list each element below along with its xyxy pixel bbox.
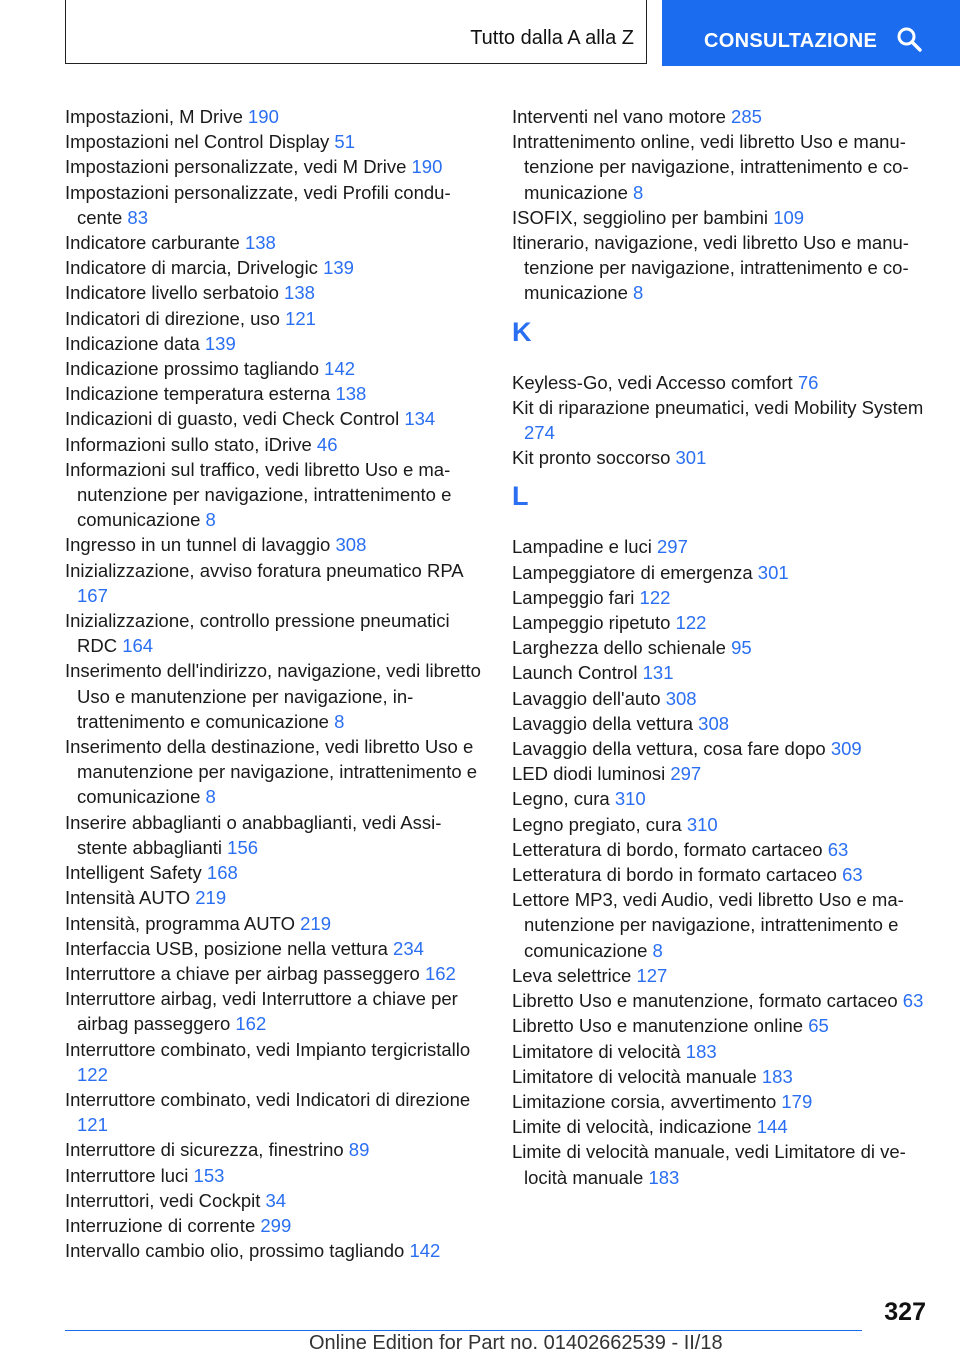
page-link[interactable]: 164 — [122, 635, 154, 657]
page-link[interactable]: 65 — [808, 1015, 829, 1037]
page-link[interactable]: 121 — [77, 1114, 108, 1136]
page-link[interactable]: 183 — [685, 1040, 717, 1062]
index-entry — [65, 104, 483, 129]
index-entry — [65, 936, 483, 961]
tab-label: CONSULTAZIONE — [704, 30, 878, 52]
entry-text: Lampeggio ripetuto — [512, 612, 671, 634]
index-entry — [512, 686, 932, 711]
entry-text: Lavaggio dell'auto — [512, 687, 661, 709]
page-link[interactable]: 183 — [648, 1166, 680, 1188]
index-entry — [65, 961, 483, 986]
index-entry — [65, 911, 483, 936]
page-link[interactable]: 190 — [248, 106, 279, 127]
page-link[interactable]: 309 — [830, 738, 862, 760]
page-link[interactable]: 109 — [773, 206, 805, 228]
page-link[interactable]: 8 — [633, 181, 644, 203]
index-entry — [512, 736, 932, 761]
entry-text: Leva selettrice — [512, 964, 632, 986]
page-link[interactable]: 46 — [316, 433, 338, 455]
index-entry — [512, 963, 932, 988]
index-entry — [65, 280, 483, 305]
entry-text: Limite di velocità manuale, vedi Limitatore di velocità manuale — [512, 1141, 906, 1188]
index-entry — [65, 558, 483, 608]
page-link[interactable]: 134 — [404, 408, 436, 430]
page-link[interactable]: 156 — [227, 836, 259, 858]
entry-text: Letteratura di bordo, formato cartaceo — [512, 838, 823, 860]
page-link[interactable]: 139 — [204, 332, 236, 354]
index-entry — [65, 381, 483, 406]
index-entry — [512, 1114, 932, 1139]
page-link[interactable]: 142 — [409, 1240, 441, 1262]
index-entry — [65, 532, 483, 557]
index-letter-heading: L — [512, 481, 529, 512]
page-link[interactable]: 167 — [77, 584, 108, 606]
page-link[interactable]: 138 — [284, 282, 315, 304]
entry-text: Impostazioni personalizzate, vedi Profili conducente — [65, 181, 451, 228]
index-entry — [65, 658, 483, 734]
entry-text: Lampadine e luci — [512, 536, 652, 558]
entry-text: Larghezza dello schienale — [512, 637, 726, 659]
page-link[interactable]: 297 — [657, 536, 688, 558]
page-link[interactable]: 301 — [675, 447, 707, 469]
page-link[interactable]: 8 — [652, 939, 663, 961]
page-link[interactable]: 138 — [335, 383, 367, 405]
entry-text: Interruttori, vedi Cockpit — [65, 1189, 261, 1211]
entry-text: Inizializzazione, controllo pressione pneumatici RDC — [65, 610, 450, 657]
page-link[interactable]: 122 — [639, 586, 671, 608]
page-link[interactable]: 122 — [675, 612, 707, 634]
page-link[interactable]: 63 — [842, 864, 863, 886]
page-link[interactable]: 179 — [781, 1090, 813, 1112]
entry-text: Inserimento della destinazione, vedi libretto Uso e manutenzione per navigazione, intrattenimento e comunicazione — [65, 736, 478, 808]
page-link[interactable]: 8 — [334, 710, 345, 732]
entry-text: Legno, cura — [512, 788, 610, 810]
entry-text: Intervallo cambio olio, prossimo tagliando — [65, 1240, 405, 1262]
index-entry — [65, 331, 483, 356]
index-entry — [512, 837, 932, 862]
consultazione-tab[interactable] — [662, 0, 960, 66]
entry-text: Impostazioni, M Drive — [65, 106, 243, 127]
page-link[interactable]: 308 — [665, 687, 697, 709]
entry-text: Impostazioni personalizzate, vedi M Drive — [65, 156, 407, 178]
index-entry — [65, 180, 483, 230]
index-entry — [512, 370, 932, 395]
page-link[interactable]: 89 — [348, 1139, 370, 1161]
entry-text: Interruttore airbag, vedi Interruttore a chiave per airbag passeggero — [65, 988, 458, 1035]
index-entry — [512, 395, 932, 445]
entry-text: Intelligent Safety — [65, 862, 202, 884]
index-entry — [512, 761, 932, 786]
footer-edition: Online Edition for Part no. 01402662539 - II/18 — [309, 1332, 723, 1354]
entry-text: Interruttore luci — [65, 1164, 189, 1186]
page-link[interactable]: 51 — [334, 131, 355, 153]
entry-text: Libretto Uso e manutenzione online — [512, 1015, 804, 1037]
index-entry — [65, 1087, 483, 1137]
index-letter-heading: K — [512, 316, 532, 347]
entry-text: Lavaggio della vettura — [512, 712, 694, 734]
entry-text: Limitatore di velocità — [512, 1040, 681, 1062]
index-entry — [65, 734, 483, 810]
index-entry — [512, 1064, 932, 1089]
page-link[interactable]: 144 — [756, 1116, 788, 1138]
entry-text: Keyless-Go, vedi Accesso comfort — [512, 371, 793, 393]
entry-text: Interventi nel vano motore — [512, 106, 726, 127]
entry-text: Indicatore carburante — [65, 232, 240, 254]
index-entry — [512, 1089, 932, 1114]
index-entry — [512, 1139, 932, 1189]
index-entry — [65, 1037, 483, 1087]
index-entry — [512, 988, 932, 1013]
entry-text: Legno pregiato, cura — [512, 813, 682, 835]
entry-text: Intensità, programma AUTO — [65, 912, 295, 934]
index-entry — [512, 1039, 932, 1064]
page-link[interactable]: 297 — [670, 763, 702, 785]
page-link[interactable]: 138 — [244, 232, 276, 254]
entry-text: Lampeggio fari — [512, 586, 635, 608]
page-link[interactable]: 121 — [285, 307, 316, 329]
index-entry — [512, 560, 932, 585]
page-link[interactable]: 95 — [731, 637, 752, 659]
page-link[interactable]: 8 — [205, 786, 216, 808]
entry-text: Kit di riparazione pneumatici, vedi Mobility System — [512, 396, 924, 418]
entry-text: Indicatori di direzione, uso — [65, 307, 280, 329]
entry-text: Indicazioni di guasto, vedi Check Control — [65, 408, 400, 430]
index-entry — [512, 445, 932, 470]
entry-text: Letteratura di bordo in formato cartaceo — [512, 864, 837, 886]
index-entry — [65, 432, 483, 457]
page-link[interactable]: 8 — [205, 509, 216, 531]
page-link[interactable]: 168 — [206, 862, 238, 884]
page-link[interactable]: 139 — [323, 257, 354, 279]
section-title: Tutto dalla A alla Z — [470, 27, 634, 49]
entry-text: Informazioni sul traffico, vedi libretto Uso e manutenzione per navigazione, intrattenimento e comunicazione — [65, 458, 452, 531]
entry-text: Informazioni sullo stato, iDrive — [65, 433, 312, 455]
entry-text: Interruttore a chiave per airbag passeggero — [65, 962, 420, 984]
index-column-right — [512, 104, 932, 1190]
page-link[interactable]: 142 — [324, 358, 356, 380]
index-entry — [512, 862, 932, 887]
index-entry — [65, 885, 483, 910]
index-entry — [65, 1213, 483, 1238]
index-entry — [65, 1188, 483, 1213]
index-entry — [65, 306, 483, 331]
page-link[interactable]: 162 — [235, 1013, 267, 1035]
index-entry — [512, 205, 932, 230]
entry-text: Indicazione temperatura esterna — [65, 383, 331, 405]
entry-text: Ingresso in un tunnel di lavaggio — [65, 534, 331, 556]
page-link[interactable]: 308 — [698, 712, 730, 734]
entry-text: Indicatore di marcia, Drivelogic — [65, 257, 318, 279]
page-link[interactable]: 83 — [127, 206, 148, 228]
index-entry — [512, 812, 932, 837]
index-entry — [65, 608, 483, 658]
entry-text: Indicazione data — [65, 332, 200, 354]
index-entry — [65, 230, 483, 255]
page-link[interactable]: 63 — [902, 990, 924, 1012]
index-entry — [512, 129, 932, 205]
page-link[interactable]: 76 — [797, 371, 819, 393]
page-link[interactable]: 153 — [193, 1164, 225, 1186]
index-entry — [512, 585, 932, 610]
page-header — [0, 0, 960, 66]
page-link[interactable]: 183 — [761, 1065, 793, 1087]
page-link[interactable]: 190 — [411, 156, 443, 178]
entry-text: ISOFIX, seggiolino per bambini — [512, 206, 769, 228]
page-link[interactable]: 122 — [77, 1063, 108, 1085]
index-entry — [512, 610, 932, 635]
page-link[interactable]: 310 — [614, 788, 646, 810]
entry-text: Launch Control — [512, 662, 638, 684]
page-link[interactable]: 285 — [731, 106, 762, 127]
index-entry — [512, 635, 932, 660]
index-entry — [65, 810, 483, 860]
index-entry — [512, 660, 932, 685]
index-entry — [65, 255, 483, 280]
index-entry — [65, 129, 483, 154]
index-entry — [65, 1137, 483, 1162]
index-column-left — [65, 104, 483, 1263]
entry-text: Libretto Uso e manutenzione, formato cartaceo — [512, 990, 898, 1012]
entry-text: Interruzione di corrente — [65, 1214, 256, 1236]
page-link[interactable]: 8 — [633, 282, 644, 304]
entry-text: Indicatore livello serbatoio — [65, 282, 279, 304]
entry-text: Limitatore di velocità manuale — [512, 1065, 757, 1087]
page-link[interactable]: 301 — [757, 561, 789, 583]
footer-divider — [65, 1330, 862, 1331]
entry-text: Impostazioni nel Control Display — [65, 131, 330, 153]
entry-text: Limitazione corsia, avvertimento — [512, 1090, 777, 1112]
section-box — [65, 0, 647, 64]
page-link[interactable]: 274 — [524, 422, 555, 444]
entry-text: Indicazione prossimo tagliando — [65, 358, 320, 380]
page-link[interactable]: 219 — [300, 912, 331, 934]
entry-text: Inizializzazione, avviso foratura pneumatico RPA — [65, 559, 463, 581]
index-entry — [65, 1238, 483, 1263]
entry-text: Interruttore di sicurezza, finestrino — [65, 1139, 344, 1161]
entry-text: Kit pronto soccorso — [512, 447, 671, 469]
entry-text: Interruttore combinato, vedi Impianto tergicristallo — [65, 1038, 471, 1060]
page-link[interactable]: 34 — [265, 1189, 287, 1211]
entry-text: Intrattenimento online, vedi libretto Uso e manutenzione per navigazione, intrattenimento e comunicazione — [512, 131, 909, 203]
entry-text: LED diodi luminosi — [512, 763, 666, 785]
index-entry — [65, 457, 483, 533]
index-entry — [512, 104, 932, 129]
index-entry — [65, 1163, 483, 1188]
page-link[interactable]: 219 — [195, 887, 227, 909]
page-number: 327 — [884, 1298, 926, 1326]
index-entry — [512, 711, 932, 736]
page-link[interactable]: 63 — [827, 838, 849, 860]
page-link[interactable]: 308 — [335, 534, 367, 556]
index-entry — [65, 154, 483, 179]
page-link[interactable]: 299 — [260, 1214, 292, 1236]
entry-text: Inserimento dell'indirizzo, navigazione, vedi libretto Uso e manutenzione per navigazione, intrattenimento e comunicazione — [65, 660, 481, 732]
index-entry — [512, 230, 932, 306]
index-entry — [512, 1013, 932, 1038]
entry-text: Intensità AUTO — [65, 887, 191, 909]
index-entry — [512, 887, 932, 963]
entry-text: Interfaccia USB, posizione nella vettura — [65, 937, 388, 959]
search-icon[interactable] — [896, 26, 922, 52]
index-entry — [65, 406, 483, 431]
entry-text: Lampeggiatore di emergenza — [512, 561, 753, 583]
index-entry — [65, 356, 483, 381]
page-link[interactable]: 162 — [424, 962, 456, 984]
entry-text: Interruttore combinato, vedi Indicatori di direzione — [65, 1088, 471, 1110]
entry-text: Limite di velocità, indicazione — [512, 1116, 752, 1138]
entry-text: Inserire abbaglianti o anabbaglianti, vedi Assistente abbaglianti — [65, 811, 442, 858]
index-entry — [65, 986, 483, 1036]
page-link[interactable]: 310 — [686, 813, 718, 835]
entry-text: Lavaggio della vettura, cosa fare dopo — [512, 738, 826, 760]
page-link[interactable]: 234 — [393, 937, 424, 959]
entry-text: Lettore MP3, vedi Audio, vedi libretto Uso e manutenzione per navigazione, intrattenimento e comunicazione — [512, 889, 904, 961]
page-link[interactable]: 127 — [636, 964, 668, 986]
entry-text: Itinerario, navigazione, vedi libretto Uso e manutenzione per navigazione, intrattenimento e comunicazione — [512, 232, 909, 304]
page-link[interactable]: 131 — [642, 662, 674, 684]
index-entry — [512, 786, 932, 811]
index-entry — [65, 860, 483, 885]
index-entry — [512, 534, 932, 559]
